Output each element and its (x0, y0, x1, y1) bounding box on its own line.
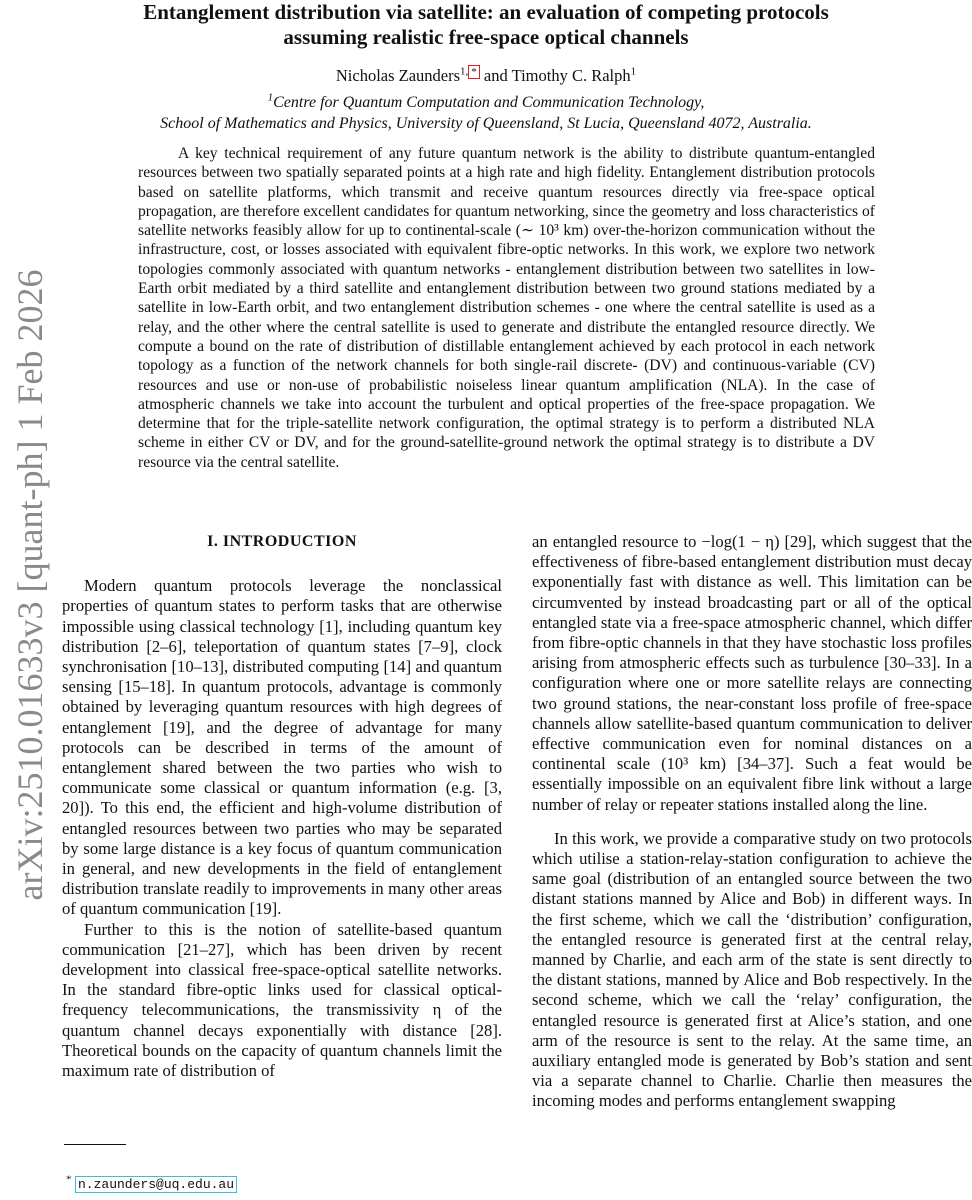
footnote-rule (64, 1144, 126, 1145)
paragraph: In this work, we provide a comparative study on two protocols which utilise a station-relay-station configuration to achieve the same goal (distribution of an entangled source between the two distant stations manned by Alice and Bob) in different ways. In the first scheme, which we call the ‘distribution’ configuration, the entangled resource is generated first at the central relay, manned by Charlie, and each arm of the state is sent directly to the distant stations, manned by Alice and Bob respectively. In the second scheme, which we call the ‘relay’ configuration, the entangled resource is generated first at Alice’s station, and one arm of the resource is sent to the relay. At the same time, an auxiliary entangled mode is generated by Bob’s station and sent via a separate channel to Charlie. Charlie then measures the incoming modes and performs entanglement swapping (532, 828, 972, 1111)
title-line-1: Entanglement distribution via satellite: an evaluation of competing protocols (143, 0, 829, 24)
paragraph: Further to this is the notion of satellite-based quantum communication [21–27], which has been driven by recent development into classical free-space-optical satellite networks. In the standard fibre-optic links used for classical optical-frequency telecommunications, the transmissivity η of the quantum channel decays exponentially with distance [28]. Theoretical bounds on the capacity of quantum channels limit the maximum rate of distribution of (62, 919, 502, 1081)
author-name: and Timothy C. Ralph (479, 66, 631, 85)
author-affil-sup: 1, (460, 65, 469, 78)
paper-title (60, 0, 912, 50)
section-heading: I. INTRODUCTION (207, 533, 357, 550)
right-column (532, 532, 972, 1112)
paragraph: an entangled resource to −log(1 − η) [29], which suggest that the effectiveness of fibre-based entanglement distribution must decay exponentially fast with distance as well. This limitation can be circumvented by instead broadcasting part or all of the optical entangled state via a free-space atmospheric channel, which differ from fibre-optic channels in that they have stochastic loss profiles arising from atmospheric effects such as turbulence [30–33]. In a configuration where one or more satellite relays are connecting two ground stations, the near-constant loss profile of free-space channels allow satellite-based quantum communication to deliver effective communication even for nominal distances on a continental scale (10³ km) [34–37]. Such a feat would be essentially impossible on an equivalent fibre link without a large number of relay or repeater stations installed along the line. (532, 532, 972, 814)
footnote-link[interactable]: * (468, 65, 480, 79)
left-column (62, 532, 502, 1081)
footnote-mark: * (66, 1173, 72, 1186)
footnote (66, 1173, 237, 1193)
arxiv-identifier: arXiv:2510.01633v3 [quant-ph] 1 Feb 2026 (10, 269, 50, 901)
author-list (60, 66, 912, 86)
affiliation-sup: 1 (267, 91, 274, 104)
author-affil-sup: 1 (630, 65, 637, 78)
author-name: Nicholas Zaunders (335, 66, 461, 85)
email-link[interactable]: n.zaunders@uq.edu.au (75, 1176, 237, 1193)
abstract: A key technical requirement of any future quantum network is the ability to distribute quantum-entangled resources between two spatially separated points at a high rate and high fidelity. Entanglement distribution protocols based on satellite platforms, which transmit and receive quantum resources directly via free-space optical propagation, are therefore excellent candidates for quantum networking, since the geometry and loss characteristics of satellite networks feasibly allow for up to continental-scale (∼ 10³ km) over-the-horizon communication without the infrastructure, cost, or losses associated with equivalent fibre-optic networks. In this work, we explore two network topologies commonly associated with quantum networks - entanglement distribution between two satellites in low-Earth orbit mediated by a third satellite and entanglement distribution between two ground stations mediated by a satellite in low-Earth orbit, and two entanglement distribution schemes - one where the central satellite is used as a relay, and the other where the central satellite is used to generate and distribute the entangled resource directly. We compute a bound on the rate of distribution of distillable entanglement achieved by each protocol in each network topology as a function of the network channels for both single-rail discrete- (DV) and continuous-variable (CV) resources and use or non-use of probabilistic noiseless linear quantum amplification (NLA). In the case of atmospheric channels we take into account the turbulent and optical properties of the free-space propagation. We determine that for the triple-satellite network configuration, the optimal strategy is to perform a distributed NLA scheme in either CV or DV, and for the ground-satellite-ground network the optimal strategy is to distribute a DV resource via the central satellite. (138, 145, 875, 471)
paragraph: Modern quantum protocols leverage the nonclassical properties of quantum states to perform tasks that are otherwise impossible using classical technology [1], including quantum key distribution [2–6], teleportation of quantum states [7–9], clock synchronisation [10–13], distributed computing [14] and quantum sensing [15–18]. In quantum protocols, advantage is commonly obtained by leveraging quantum resources with high degrees of entanglement [19], and the degree of advantage for many protocols can be described in terms of the amount of entanglement shared between the two parties who wish to communicate some classical or quantum information (e.g. [3, 20]). To this end, the efficient and high-volume distribution of entangled resources between two parties who may be separated by some large distance is a key focus of quantum communication in general, and new developments in the field of entanglement distribution translate readily to improvements in many other areas of quantum communication [19]. (62, 576, 502, 919)
title-line-2: assuming realistic free-space optical channels (283, 25, 689, 49)
affiliation (60, 92, 912, 134)
affiliation-line-1: Centre for Quantum Computation and Communication Technology, (273, 94, 705, 111)
affiliation-line-2: School of Mathematics and Physics, University of Queensland, St Lucia, Queensland 4072, Australia. (160, 115, 812, 132)
